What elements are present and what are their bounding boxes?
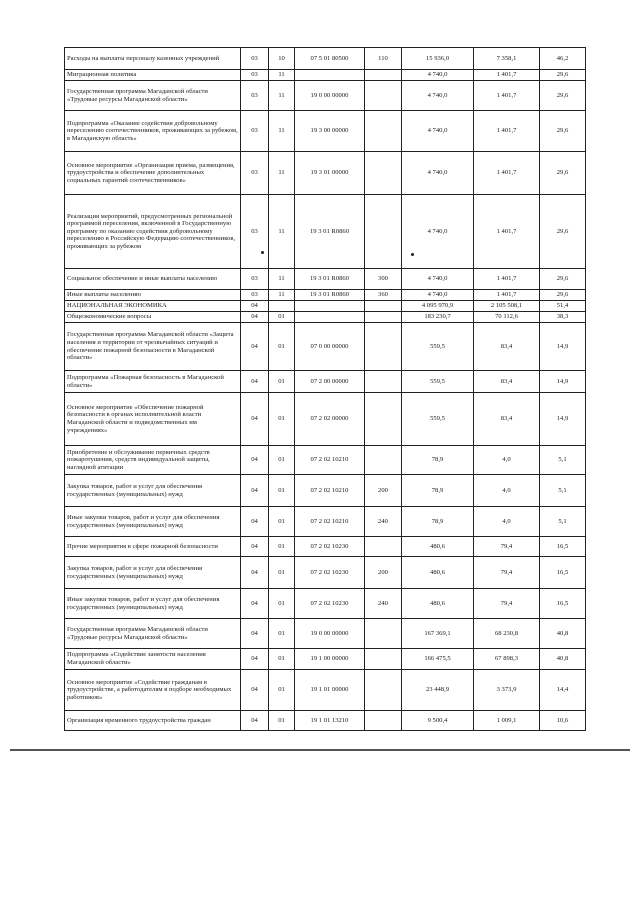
- cell-name: Подпрограмма «Оказание содействия добровольному переселению соотечественников, проживающих за рубежом, в Магаданскую область»: [65, 111, 241, 152]
- cell-pct: 16,5: [540, 589, 586, 619]
- cell-vr: [365, 301, 402, 312]
- cell-csr: 07 2 02 10230: [295, 537, 365, 557]
- cell-name: Государственная программа Магаданской области «Трудовые ресурсы Магаданской области»: [65, 81, 241, 111]
- cell-csr: 19 3 01 R0860: [295, 269, 365, 290]
- table-row: [65, 619, 586, 649]
- table-body: [65, 48, 586, 731]
- cell-pr: 11: [269, 81, 295, 111]
- cell-pr: 11: [269, 195, 295, 269]
- table-row: [65, 301, 586, 312]
- cell-csr: 07 2 02 10210: [295, 446, 365, 475]
- cell-pr: 01: [269, 393, 295, 446]
- cell-rz: 04: [241, 589, 269, 619]
- cell-plan: 4 740,0: [402, 269, 474, 290]
- cell-plan: 4 740,0: [402, 290, 474, 301]
- cell-csr: 19 3 01 R0860: [295, 195, 365, 269]
- table-row: [65, 152, 586, 195]
- cell-plan: 78,9: [402, 475, 474, 507]
- cell-plan: 78,9: [402, 446, 474, 475]
- cell-pct: 29,6: [540, 152, 586, 195]
- table-row: [65, 475, 586, 507]
- cell-plan: 78,9: [402, 507, 474, 537]
- cell-name: Основное мероприятие «Обеспечение пожарной безопасности в органах исполнительной власти Магаданской области и подведомственных им учреждениях»: [65, 393, 241, 446]
- cell-fact: 1 401,7: [474, 269, 540, 290]
- stray-dot: [411, 253, 414, 256]
- cell-pr: 11: [269, 111, 295, 152]
- cell-fact: 4,0: [474, 507, 540, 537]
- cell-plan: 167 369,1: [402, 619, 474, 649]
- cell-rz: 04: [241, 670, 269, 711]
- table-row: [65, 312, 586, 323]
- cell-name: Основное мероприятие «Организация приема, размещения, трудоустройства и обеспечение дополнительных социальных гарантий соотечественников»: [65, 152, 241, 195]
- cell-pct: 5,1: [540, 446, 586, 475]
- cell-name: Расходы на выплаты персоналу казенных учреждений: [65, 48, 241, 70]
- table-row: [65, 446, 586, 475]
- cell-pct: 14,9: [540, 371, 586, 393]
- cell-pct: 40,8: [540, 649, 586, 670]
- table-row: [65, 70, 586, 81]
- cell-rz: 04: [241, 537, 269, 557]
- cell-fact: 1 401,7: [474, 290, 540, 301]
- table-row: [65, 507, 586, 537]
- cell-fact: 79,4: [474, 557, 540, 589]
- cell-pr: 11: [269, 70, 295, 81]
- cell-pct: 38,3: [540, 312, 586, 323]
- cell-plan: 9 500,4: [402, 711, 474, 731]
- cell-rz: 03: [241, 152, 269, 195]
- table-row: [65, 670, 586, 711]
- cell-vr: 240: [365, 507, 402, 537]
- cell-vr: [365, 537, 402, 557]
- cell-csr: [295, 312, 365, 323]
- cell-plan: 183 230,7: [402, 312, 474, 323]
- cell-rz: 03: [241, 269, 269, 290]
- cell-pct: 16,5: [540, 537, 586, 557]
- cell-rz: 04: [241, 312, 269, 323]
- table-row: [65, 371, 586, 393]
- cell-fact: 83,4: [474, 371, 540, 393]
- table-row: [65, 269, 586, 290]
- cell-vr: [365, 70, 402, 81]
- cell-plan: 4 740,0: [402, 70, 474, 81]
- cell-plan: 4 740,0: [402, 152, 474, 195]
- cell-pr: 01: [269, 323, 295, 371]
- cell-name: Подпрограмма «Пожарная безопасность в Магаданской области»: [65, 371, 241, 393]
- cell-vr: 110: [365, 48, 402, 70]
- table-row: [65, 537, 586, 557]
- cell-csr: 07 2 00 00000: [295, 371, 365, 393]
- cell-pr: 11: [269, 290, 295, 301]
- cell-plan: 559,5: [402, 393, 474, 446]
- cell-fact: 3 373,9: [474, 670, 540, 711]
- cell-fact: 4,0: [474, 475, 540, 507]
- cell-pct: 14,9: [540, 323, 586, 371]
- table-row: [65, 81, 586, 111]
- cell-fact: 1 401,7: [474, 195, 540, 269]
- cell-plan: 4 740,0: [402, 111, 474, 152]
- cell-csr: 19 3 01 00000: [295, 152, 365, 195]
- cell-csr: 19 1 00 00000: [295, 649, 365, 670]
- cell-vr: [365, 670, 402, 711]
- cell-vr: 240: [365, 589, 402, 619]
- table-row: [65, 195, 586, 269]
- cell-rz: 04: [241, 649, 269, 670]
- cell-pct: 14,9: [540, 393, 586, 446]
- cell-plan: 559,5: [402, 371, 474, 393]
- cell-pr: 11: [269, 152, 295, 195]
- cell-pct: 29,6: [540, 70, 586, 81]
- cell-pr: 01: [269, 649, 295, 670]
- cell-fact: 1 401,7: [474, 70, 540, 81]
- cell-rz: 04: [241, 371, 269, 393]
- table-row: [65, 557, 586, 589]
- table-row: [65, 711, 586, 731]
- cell-csr: 07 2 02 10230: [295, 557, 365, 589]
- cell-rz: 04: [241, 507, 269, 537]
- cell-rz: 03: [241, 70, 269, 81]
- cell-pct: 46,2: [540, 48, 586, 70]
- cell-name: Организация временного трудоустройства граждан: [65, 711, 241, 731]
- cell-csr: [295, 301, 365, 312]
- cell-pr: 01: [269, 711, 295, 731]
- cell-vr: [365, 323, 402, 371]
- cell-vr: [365, 649, 402, 670]
- cell-pct: 29,6: [540, 290, 586, 301]
- cell-fact: 4,0: [474, 446, 540, 475]
- cell-rz: 04: [241, 619, 269, 649]
- cell-fact: 83,4: [474, 393, 540, 446]
- cell-plan: 4 095 970,9: [402, 301, 474, 312]
- cell-pct: 40,8: [540, 619, 586, 649]
- cell-pr: 01: [269, 589, 295, 619]
- cell-vr: [365, 371, 402, 393]
- cell-name: Подпрограмма «Содействие занятости населения Магаданской области»: [65, 649, 241, 670]
- cell-plan: 23 448,9: [402, 670, 474, 711]
- cell-vr: 200: [365, 475, 402, 507]
- cell-pct: 51,4: [540, 301, 586, 312]
- cell-pct: 5,1: [540, 475, 586, 507]
- table-row: [65, 649, 586, 670]
- cell-name: Закупка товаров, работ и услуг для обеспечения государственных (муниципальных) нужд: [65, 557, 241, 589]
- cell-csr: 19 3 00 00000: [295, 111, 365, 152]
- cell-name: Социальное обеспечение и иные выплаты населению: [65, 269, 241, 290]
- cell-pr: 11: [269, 269, 295, 290]
- cell-vr: [365, 152, 402, 195]
- cell-name: Иные выплаты населению: [65, 290, 241, 301]
- cell-rz: 04: [241, 393, 269, 446]
- cell-fact: 1 009,1: [474, 711, 540, 731]
- cell-pct: 10,6: [540, 711, 586, 731]
- cell-name: Прочие мероприятия в сфере пожарной безопасности: [65, 537, 241, 557]
- cell-pct: 5,1: [540, 507, 586, 537]
- cell-vr: [365, 393, 402, 446]
- table-row: [65, 393, 586, 446]
- table-row: [65, 589, 586, 619]
- cell-rz: 04: [241, 446, 269, 475]
- cell-pct: 14,4: [540, 670, 586, 711]
- cell-csr: 07 2 02 00000: [295, 393, 365, 446]
- cell-rz: 03: [241, 48, 269, 70]
- cell-name: Государственная программа Магаданской области «Защита населения и территории от чрезвычайных ситуаций и обеспечение пожарной безопасности в Магаданской области»: [65, 323, 241, 371]
- cell-pr: 01: [269, 557, 295, 589]
- cell-fact: 83,4: [474, 323, 540, 371]
- cell-pr: 10: [269, 48, 295, 70]
- cell-name: Общеэкономические вопросы: [65, 312, 241, 323]
- stray-dot: [261, 251, 264, 254]
- cell-plan: 480,6: [402, 557, 474, 589]
- cell-plan: 4 740,0: [402, 195, 474, 269]
- cell-rz: 03: [241, 111, 269, 152]
- cell-pr: 01: [269, 670, 295, 711]
- cell-csr: 19 0 00 00000: [295, 81, 365, 111]
- cell-plan: 559,5: [402, 323, 474, 371]
- cell-rz: 04: [241, 475, 269, 507]
- cell-vr: [365, 711, 402, 731]
- cell-fact: 70 112,6: [474, 312, 540, 323]
- cell-csr: 19 3 01 R0860: [295, 290, 365, 301]
- table-row: [65, 323, 586, 371]
- table-row: [65, 111, 586, 152]
- cell-csr: [295, 70, 365, 81]
- cell-name: Миграционная политика: [65, 70, 241, 81]
- cell-rz: 03: [241, 81, 269, 111]
- cell-vr: [365, 195, 402, 269]
- cell-pct: 29,6: [540, 195, 586, 269]
- cell-fact: 1 401,7: [474, 81, 540, 111]
- cell-name: Иные закупки товаров, работ и услуг для обеспечения государственных (муниципальных) нужд: [65, 507, 241, 537]
- cell-pr: [269, 301, 295, 312]
- cell-vr: 360: [365, 290, 402, 301]
- cell-vr: [365, 446, 402, 475]
- table-row: [65, 290, 586, 301]
- cell-vr: [365, 312, 402, 323]
- cell-fact: 79,4: [474, 589, 540, 619]
- cell-rz: 04: [241, 711, 269, 731]
- page-bottom-rule: [10, 749, 630, 751]
- table-row: [65, 48, 586, 70]
- cell-csr: 19 1 01 00000: [295, 670, 365, 711]
- cell-pct: 16,5: [540, 557, 586, 589]
- cell-vr: 200: [365, 557, 402, 589]
- cell-plan: 166 475,5: [402, 649, 474, 670]
- cell-rz: 03: [241, 290, 269, 301]
- cell-vr: [365, 111, 402, 152]
- cell-name: Приобретение и обслуживание первичных средств пожаротушения, средств индивидуальной защиты, наглядной агитации: [65, 446, 241, 475]
- cell-pr: 01: [269, 619, 295, 649]
- cell-fact: 67 898,3: [474, 649, 540, 670]
- cell-pct: 29,6: [540, 269, 586, 290]
- cell-pct: 29,6: [540, 111, 586, 152]
- cell-vr: 300: [365, 269, 402, 290]
- cell-pr: 01: [269, 446, 295, 475]
- cell-fact: 2 105 508,1: [474, 301, 540, 312]
- cell-rz: 04: [241, 301, 269, 312]
- cell-rz: 04: [241, 323, 269, 371]
- cell-csr: 19 1 01 13210: [295, 711, 365, 731]
- cell-fact: 79,4: [474, 537, 540, 557]
- cell-name: Основное мероприятие «Содействие гражданам в трудоустройстве, а работодателям в подборе необходимых работников»: [65, 670, 241, 711]
- cell-plan: 4 740,0: [402, 81, 474, 111]
- cell-name: Закупка товаров, работ и услуг для обеспечения государственных (муниципальных) нужд: [65, 475, 241, 507]
- cell-fact: 68 230,8: [474, 619, 540, 649]
- cell-csr: 07 2 02 10230: [295, 589, 365, 619]
- cell-pct: 29,6: [540, 81, 586, 111]
- cell-pr: 01: [269, 475, 295, 507]
- cell-plan: 15 936,0: [402, 48, 474, 70]
- cell-pr: 01: [269, 312, 295, 323]
- cell-vr: [365, 619, 402, 649]
- cell-csr: 19 0 00 00000: [295, 619, 365, 649]
- cell-fact: 7 358,1: [474, 48, 540, 70]
- cell-fact: 1 401,7: [474, 111, 540, 152]
- cell-name: НАЦИОНАЛЬНАЯ ЭКОНОМИКА: [65, 301, 241, 312]
- budget-table: [64, 47, 586, 731]
- cell-name: Иные закупки товаров, работ и услуг для обеспечения государственных (муниципальных) нужд: [65, 589, 241, 619]
- cell-csr: 07 2 02 10210: [295, 475, 365, 507]
- cell-fact: 1 401,7: [474, 152, 540, 195]
- cell-csr: 07 0 00 00000: [295, 323, 365, 371]
- cell-rz: 03: [241, 195, 269, 269]
- cell-plan: 480,6: [402, 537, 474, 557]
- cell-pr: 01: [269, 507, 295, 537]
- cell-vr: [365, 81, 402, 111]
- cell-csr: 07 2 02 10210: [295, 507, 365, 537]
- cell-plan: 480,6: [402, 589, 474, 619]
- cell-rz: 04: [241, 557, 269, 589]
- cell-name: Реализация мероприятий, предусмотренных региональной программой переселения, включенной в Государственную программу по оказанию содействия добровольному переселению в Российскую Федерацию соотечественников, проживающих за рубежом: [65, 195, 241, 269]
- cell-name: Государственная программа Магаданской области «Трудовые ресурсы Магаданской области»: [65, 619, 241, 649]
- cell-pr: 01: [269, 371, 295, 393]
- cell-pr: 01: [269, 537, 295, 557]
- cell-csr: 07 5 01 80500: [295, 48, 365, 70]
